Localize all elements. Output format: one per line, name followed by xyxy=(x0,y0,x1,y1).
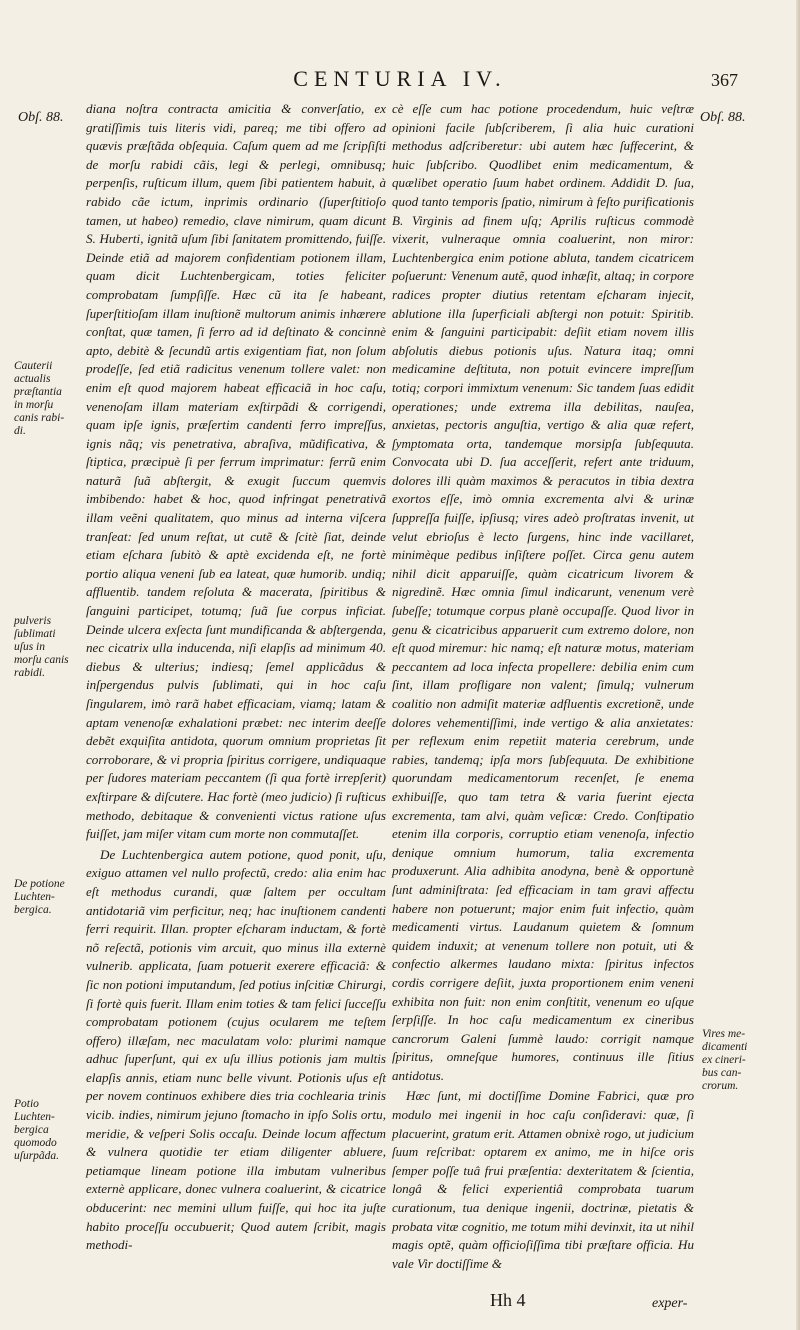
paragraph: diana noſtra contracta amicitia & converſatio, ex gratiſſimis tuis literis vidi, pareq; me tibi offero ad quævis præſtãda obſequia. Caſum quem ad me ſcripſiſti de morſu rabidi cãis, legi & perlegi, omnibusq; perpenſis, ruſticum illum, quem ſibi patientem habuit, à rabido cãe ictum, inprimis ordinario (ſuperſtitioſo tamen, ut habeo) remedio, clave nimirum, quam dicunt S. Huberti, ignitã uſum ſibi ſanitatem promittendo, fuiſſe. Deinde etiã ad majorem confidentiam potionem illam, quam dicit Luchtenbergicam, toties feliciter comprobatam ſumpſiſſe. Hæc cũ ita ſe habeant, ſuperſtitioſam illam inuſtionẽ multorum animis inhærere conſtat, quæ tamen, ſi ferro ad id deſtinato & concinnè apto, debitè & ſecundũ artis exigentiam fiat, non ſolum prodeſſe, ſed etiã radicitus venenum tollere valet: non enim eſt quod majorem habeat efficaciã in hoc caſu, venenoſam illam materiam exſtirpãdi & corrigendi, quam ipſe ignis, præſertim candenti ferro impreſſus, ignis nãq; vis penetrativa, abraſiva, mũdificativa, & ſtiptica, præcipuè ſi per ferrum imprimatur: ferrũ enim naturã ſuã abſtergit, & exugit ſuccum quemvis imbibendo: habet & hoc, quod infringat penetrativã illam veẽni qualitatem, quo minus ad interna viſcera tranſeat: ſed unum reſtat, ut cutẽ & ſcitè ſiat, deinde etiam eſchara ſubitò & aptè excidenda eſt, ne fortè portio aliqua veneni ſub ea lateat, quæ humorib. undiq; affluentib. tandem reſoluta & macerata, ſpiritibus & ſanguini participet, totumq; ſuã ſue corpus inficiat. Deinde ulcera exſecta ſunt mundificanda & abſtergenda, nec cicatrix ulla inducenda, niſi elapſis ad minimum 40. diebus & ulterius; indiesq; ſemel applicãdus & inſpergendus pulvis ſublimati, qui in hoc caſu ſingularem, imò rarã habet efficaciam, viamq; latam & aptam venenoſæ exhalationi præbet: nec interim deeſſe debẽt exquiſita antidota, quorum omnium proprietas ſit corroborare, & vi propria ſpiritus corrigere, undiquaque per ſudores materiam peccantem (ſi qua fortè irrepſerit) exſtirpare & diſcutere. Hac fortè (meo judicio) ſi ruſticus methodo, debitaque & convenienti victus ratione uſus fuiſſet, jam miſer vitam cum morte non commutaſſet. xyxy=(86,101,386,842)
text-column-right xyxy=(392,100,694,1273)
paragraph: cè eſſe cum hac potione procedendum, huic veſtræ opinioni facile ſubſcriberem, ſi alia huic curationi methodus adſcriberetur: ubi autem hæc ſuffecerint, & huic ſubſcribo. Quodlibet enim medicamentum, & quælibet operatio ſuum habet ordinem. Addidit D. ſua, quod tanto temporis ſpatio, nimirum à feſto purificationis B. Virginis ad finem uſq; Aprilis ruſticus commodè vixerit, vulneraque omnia coaluerint, non miror: Luchtenbergica enim potione abluta, tandem cicatricem poſuerunt: Venenum autẽ, quod inhæſit, altaq; in corpore radices propter diutius retentam eſcharam injecit, ablutione illa ſuperficiali abſtergi non potuit: Spiritib. enim & ſanguini participabit: deſiit etiam novem illis abſolutis diebus potionis uſus. Natura itaq; omni medicamine deſtituta, non potuit evincere impreſſum totiq; corpori immixtum venenum: Sic tandem ſuas edidit operationes; unde extrema illa debilitas, nauſea, anxietas, pectoris anguſtia, vertigo & alia quæ refert, ſymptomata orta, tandemque morsipſa ſubſequuta. Convocata ubi D. ſua acceſſerit, refert ante triduum, dolores illi quàm maximos & peracutos in tibia dextra exortos eſſe, imò omnia excrementa alvi & urinæ ſuppreſſa fuiſſe, ipſiusq; vires adeò proſtratas invenit, ut velut ebrioſus è lecto ſurgens, hinc inde vacillaret, minimèque pedibus inſiſtere poſſet. Circa genu autem nihil dicit apparuiſſe, quàm cicatricum livorem & nigredinẽ. Hæc omnia ſimul indicarunt, venenum verè ſubeſſe; totumque corpus planè occupaſſe. Quod livor in genu & cicatricibus apparuerit cum extremo dolore, non eſt quod miremur: hic namq; eſt naturæ motus, materiam peccantem ad loca infecta propellere: debilia enim cum ſint, illam profligare non valent; ſimulq; vulnerum coalitio non admiſit materiæ adfluentis excretionẽ, unde dolores vehementiſſimi, inde vertigo & alia anxietates: per reflexum enim repetiit materia cerebrum, unde rabies, tandemq; ipſa mors ſubſequuta. De exhibitione quorundam medicamentorum recenſet, ſe enema exhibuiſſe, quo tam tetra & varia fuerint ejecta excrementa, tam alvi, quàm veſicæ: Credo. Conſtipatio etenim illa corporis, corruptio etiam venenoſa, infectio denique omnium humorum, talia excrementa produxerunt. Alia adhibita anodyna, benè & opportunè ſunt adminiſtrata: ſed efficaciam in tam gravi affectu habere non potuerunt; major enim fuit infectio, quàm medicamenti virtus. Laudanum quietem & ſomnum quidem induxit; at venenum tollere non potuit, uti & confectio alkermes laudano mixta: ſpiritus infectos cordis corrigere deſiit, juxta proportionem enim veneni exhibita non fuit: non enim conſtitit, venenum eo uſque ſerpſiſſe. In hoc caſu medicamentum ex cineribus cancrorum Galeni ſummè laudo: corrigit namque ſpiritus, omneſque humores, continuus ille ſitius antidotus. xyxy=(392,101,694,1083)
signature-mark: Hh 4 xyxy=(490,1290,526,1310)
running-head: CENTURIA IV. xyxy=(293,66,507,91)
observation-label-left: Obſ. 88. xyxy=(18,110,64,125)
paragraph: Hæc ſunt, mi doctiſſime Domine Fabrici, quæ pro modulo mei ingenii in hoc caſu conſideravi: quæ, ſi placuerint, gratum erit. Attamen obnixè rogo, ut judicium ſuum reſcribat: optarem ex animo, me in hiſce oris ſemper poſſe tuâ frui præſentia: dexteritatem & ſcientia, longâ & felici experientiâ comprobata tuarum curationum, tua denique ingenii, doctrinæ, pietatis & probata vitæ cognitio, me totum mihi devinxit, ita ut nihil magis optẽ, quàm officioſiſſima tibi præſtare officia. Hu vale Vir doctiſſime & xyxy=(392,1088,694,1271)
margin-note-cauterii: Cauterii actualis præſtantia in morſu canis rabi- di. xyxy=(14,360,65,437)
page-number: 367 xyxy=(711,70,738,90)
text-column-left xyxy=(86,100,386,1255)
observation-label-right: Obſ. 88. xyxy=(700,110,746,125)
margin-note-de-potione: De potione Luchten- bergica. xyxy=(14,878,65,916)
catchword: exper- xyxy=(652,1296,688,1311)
margin-note-vires: Vires me- dicamenti ex cineri- bus can- crorum. xyxy=(702,1028,748,1092)
paragraph: De Luchtenbergica autem potione, quod ponit, uſu, exiguo attamen vel nullo profectũ, credo: alia enim hac eſt methodus curandi, quæ ſaltem per occultam antidotariã vim perficitur, neq; hac inuſtionem candenti ferri requirit. Illan. propter eſcharam inductam, & fortè nõ reſectã, potionis vim arcuit, quo minus illa externè vulnerib. applicata, ſuam potuerit exerere efficaciã: & ſic non potioni imputandum, ſed potius inſcitiæ Chirurgi, ſi fortè quis fuerit. Illam enim toties & tam felici ſucceſſu comprobatam potionem (cujus ocularem me teſtem offero) illæſam, nec maculatam volo: plurimi namque adhuc ſuperſunt, qui ex uſu illius potionis jam multis elapſis annis, etiam nunc belle vivunt. Potionis uſus eſt per novem continuos exhibere dies tria cochlearia trinis vicib. indies, nimirum jejuno ſtomacho in ipſo Solis ortu, meridie, & veſperi Solis occaſu. Deinde locum affectum & vulnera quotidie ter etiam diligenter abluere, petiamque lineam potione illa imbutam vulneribus externè applicare, donec vulnera coaluerint, & cicatrice obducerint: nec memini ullum fuiſſe, qui hoc ita juſte habito proceſſu occubuerit; Quod autem ſcribit, magis methodi- xyxy=(86,846,386,1253)
margin-note-pulveris: pulveris ſublimati uſus in morſu canis rabidi. xyxy=(14,615,69,679)
page-edge xyxy=(796,0,800,1330)
margin-note-potio: Potio Luchten- bergica quomodo uſurpãda. xyxy=(14,1098,60,1162)
